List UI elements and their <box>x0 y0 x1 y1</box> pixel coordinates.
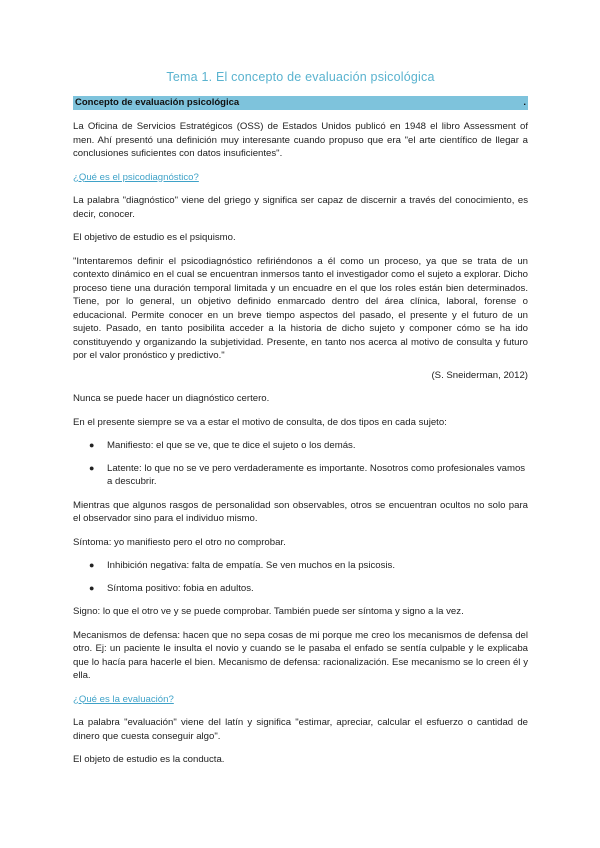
list-item-text: Síntoma positivo: fobia en adultos. <box>107 582 254 594</box>
paragraph-motivo: En el presente siempre se va a estar el motivo de consulta, de dos tipos en cada sujeto: <box>73 416 447 428</box>
paragraph-diagnostico: La palabra "diagnóstico" viene del griego y significa ser capaz de discernir a través del conocimiento, es decir, conocer. <box>73 195 528 220</box>
bullet-icon: ● <box>89 560 95 570</box>
paragraph-objeto: El objeto de estudio es la conducta. <box>73 754 225 765</box>
list-item-text: Inhibición negativa: falta de empatía. Se ven muchos en la psicosis. <box>107 560 395 571</box>
bullet-icon: ● <box>89 462 95 473</box>
section-heading-text: Concepto de evaluación psicológica <box>75 97 240 108</box>
list-item-text: Latente: lo que no se ve pero verdaderamente es importante. Nosotros como profesionales vamos a descubrir. <box>107 462 526 487</box>
list-item <box>73 559 528 573</box>
paragraph-mecanismos: Mecanismos de defensa: hacen que no sepa cosas de mi porque me creo los mecanismos de defensa del otro. Ej: un paciente le insulta el novio y cuando se le pasaba el enfado se sentía culpable y le explicaba que lo hacía para hacerle el bien. Mecanismo de defensa: racionalización. Ese mecanismo se lo creen él y ella. <box>73 629 528 681</box>
paragraph-objetivo: El objetivo de estudio es el psiquismo. <box>73 232 236 243</box>
quote-citation: (S. Sneiderman, 2012) <box>431 369 528 381</box>
bullet-icon: ● <box>89 582 95 593</box>
document-title: Tema 1. El concepto de evaluación psicológica <box>166 70 435 84</box>
paragraph-oss: La Oficina de Servicios Estratégicos (OSS) de Estados Unidos publicó en 1948 el libro Assessment of men. Ahí presentó una definición muy interesante cuando propuso que era "el arte científico de llegar a conclusiones suficientes con datos insuficientes". <box>73 121 528 159</box>
list-item <box>73 439 528 453</box>
paragraph-sintoma: Síntoma: yo manifiesto pero el otro no comprobar. <box>73 536 286 548</box>
paragraph-nunca: Nunca se puede hacer un diagnóstico certero. <box>73 393 270 404</box>
link-psicodiagnostico[interactable]: ¿Qué es el psicodiagnóstico? <box>73 171 199 183</box>
list-item <box>73 462 528 489</box>
paragraph-signo: Signo: lo que el otro ve y se puede comprobar. También puede ser síntoma y signo a la vez. <box>73 606 464 617</box>
paragraph-rasgos: Mientras que algunos rasgos de personalidad son observables, otros se encuentran ocultos no solo para el observador sino para el individuo mismo. <box>73 499 528 524</box>
bullet-icon: ● <box>89 440 95 450</box>
list-item-text: Manifiesto: el que se ve, que te dice el sujeto o los demás. <box>107 440 356 451</box>
section-heading <box>73 96 528 110</box>
quote-block: "Intentaremos definir el psicodiagnóstico refiriéndonos a él como un proceso, ya que se trata de un contexto dinámico en el cual se encuentran inmersos tanto el investigador como el sujeto a explorar. Dicho proceso tiene una duración temporal limitada y un encuadre en el que los roles están bien determinados. Tiene, por lo general, un objetivo definido enmarcado dentro del área clínica, laboral, forense o educacional. Permite conocer en un breve tiempo aspectos del pasado, el presente y el futuro de un sujeto. Pasado, en tanto posibilita acceder a la historia de dicho sujeto y componer cómo se ha ido constituyendo y organizando la subjetividad. Presente, en tanto nos acerca al motivo de consulta y futuro por el valor pronóstico y predictivo." <box>73 255 528 361</box>
list-item <box>73 582 528 596</box>
paragraph-evaluacion: La palabra "evaluación" viene del latín y significa "estimar, apreciar, calcular el esfuerzo o cantidad de dinero que cuesta conseguir algo". <box>73 717 528 742</box>
section-heading-end: . <box>523 97 526 108</box>
list-motivo <box>73 439 528 489</box>
link-evaluacion[interactable]: ¿Qué es la evaluación? <box>73 693 174 705</box>
document-content <box>73 70 528 777</box>
list-sintoma <box>73 559 528 595</box>
